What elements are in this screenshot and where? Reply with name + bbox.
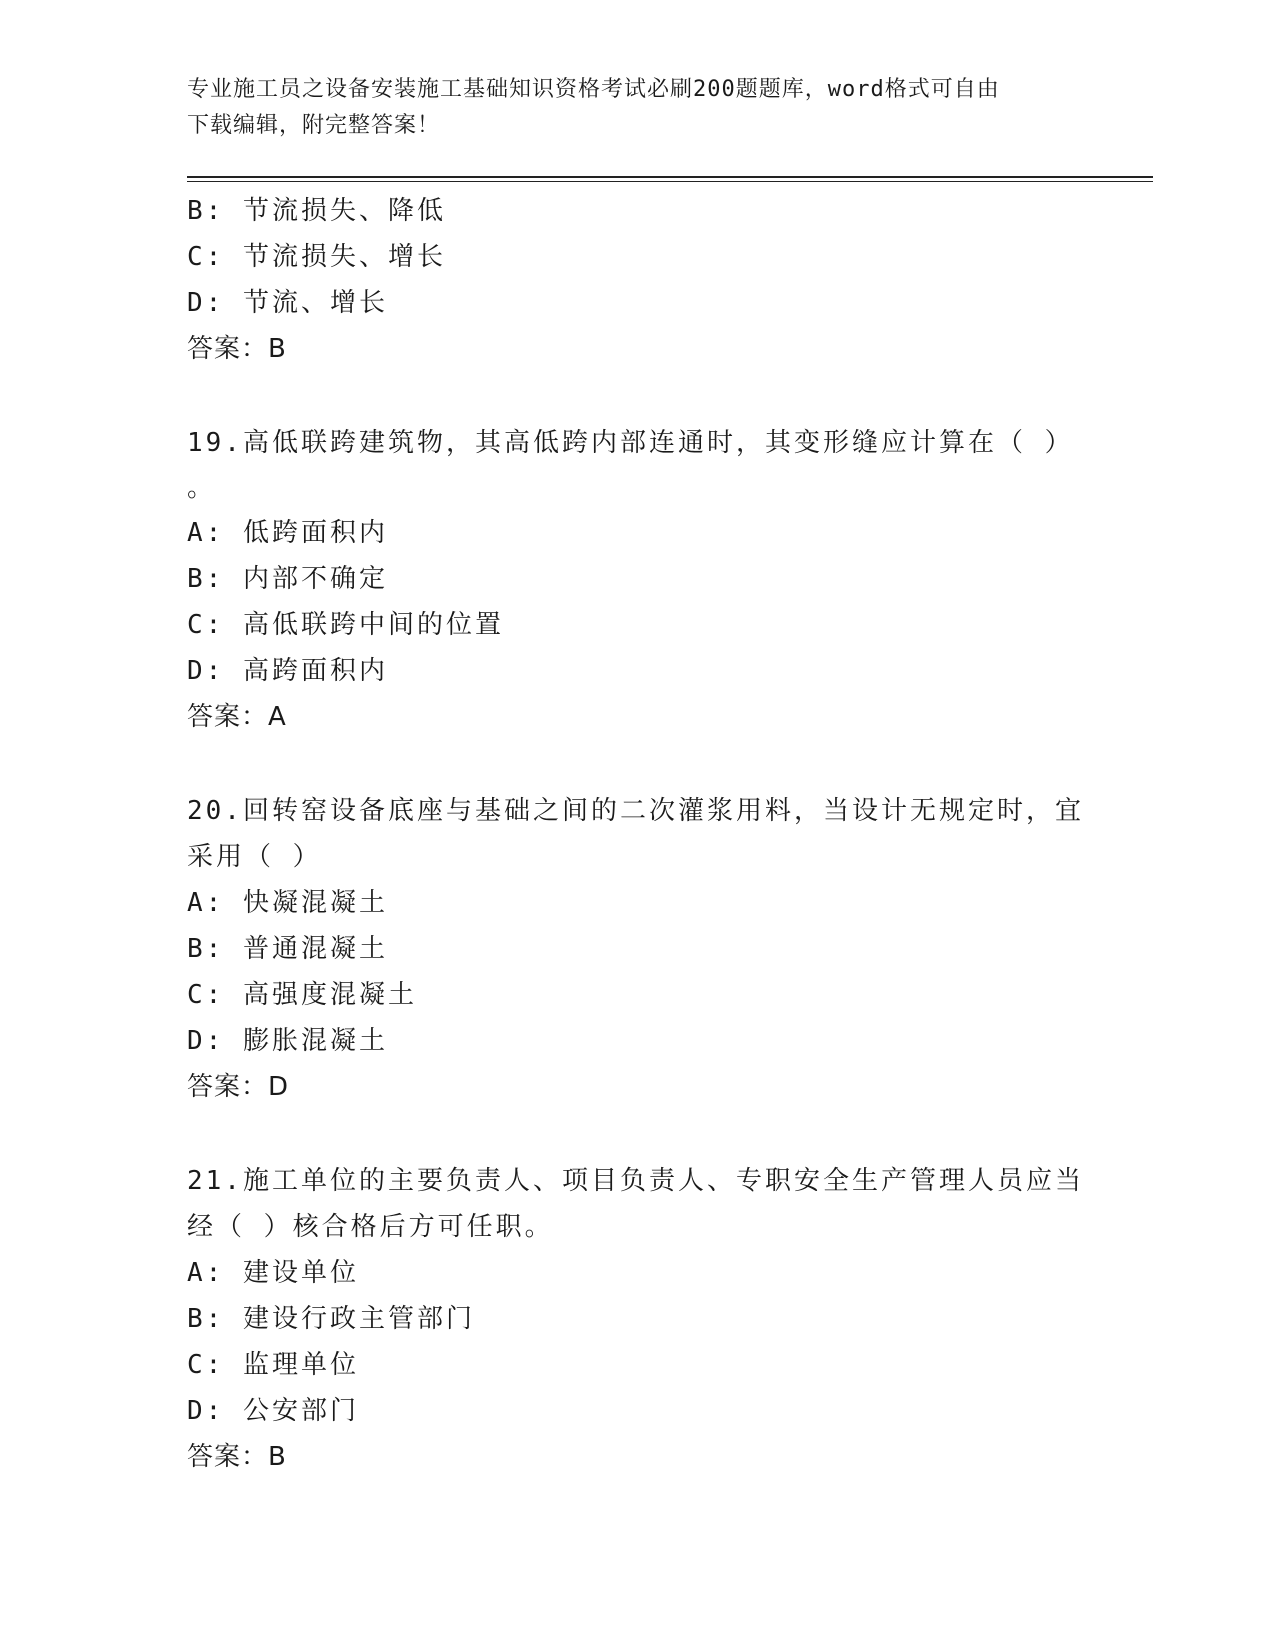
question-stem-line: 。	[187, 473, 217, 503]
option-c: C: 监理单位	[187, 1350, 359, 1380]
document-header	[187, 72, 1067, 144]
question-list	[187, 188, 1087, 1480]
header-line-1: 专业施工员之设备安装施工基础知识资格考试必刷200题题库，word格式可自由	[187, 77, 1000, 102]
question-stem-line: 采用（ ）	[187, 842, 322, 872]
option-c: C: 高低联跨中间的位置	[187, 610, 504, 640]
header-line-2: 下载编辑，附完整答案！	[187, 113, 441, 138]
question-20	[187, 788, 1087, 1110]
option-c: C: 高强度混凝土	[187, 980, 417, 1010]
answer-line: 答案：B	[187, 334, 287, 364]
option-b: B: 普通混凝土	[187, 934, 388, 964]
option-b: B: 节流损失、降低	[187, 196, 446, 226]
option-a: A: 快凝混凝土	[187, 888, 388, 918]
question-21	[187, 1158, 1087, 1480]
question-stem-line: 21.施工单位的主要负责人、项目负责人、专职安全生产管理人员应当	[187, 1166, 1084, 1196]
option-a: A: 低跨面积内	[187, 518, 388, 548]
option-b: B: 建设行政主管部门	[187, 1304, 475, 1334]
question-stem-line: 20.回转窑设备底座与基础之间的二次灌浆用料，当设计无规定时，宜	[187, 796, 1084, 826]
header-divider-thin	[187, 181, 1153, 182]
question-stem-line: 经（ ）核合格后方可任职。	[187, 1212, 554, 1242]
option-a: A: 建设单位	[187, 1258, 359, 1288]
header-divider-thick	[187, 176, 1153, 178]
option-d: D: 节流、增长	[187, 288, 388, 318]
answer-line: 答案：B	[187, 1442, 287, 1472]
option-d: D: 高跨面积内	[187, 656, 388, 686]
question-19	[187, 420, 1087, 740]
option-d: D: 膨胀混凝土	[187, 1026, 388, 1056]
option-b: B: 内部不确定	[187, 564, 388, 594]
option-c: C: 节流损失、增长	[187, 242, 446, 272]
answer-line: 答案：D	[187, 1072, 290, 1102]
question-stem-line: 19.高低联跨建筑物，其高低跨内部连通时，其变形缝应计算在（ ）	[187, 428, 1074, 458]
continued-question	[187, 188, 1087, 372]
answer-line: 答案：A	[187, 702, 287, 732]
option-d: D: 公安部门	[187, 1396, 359, 1426]
